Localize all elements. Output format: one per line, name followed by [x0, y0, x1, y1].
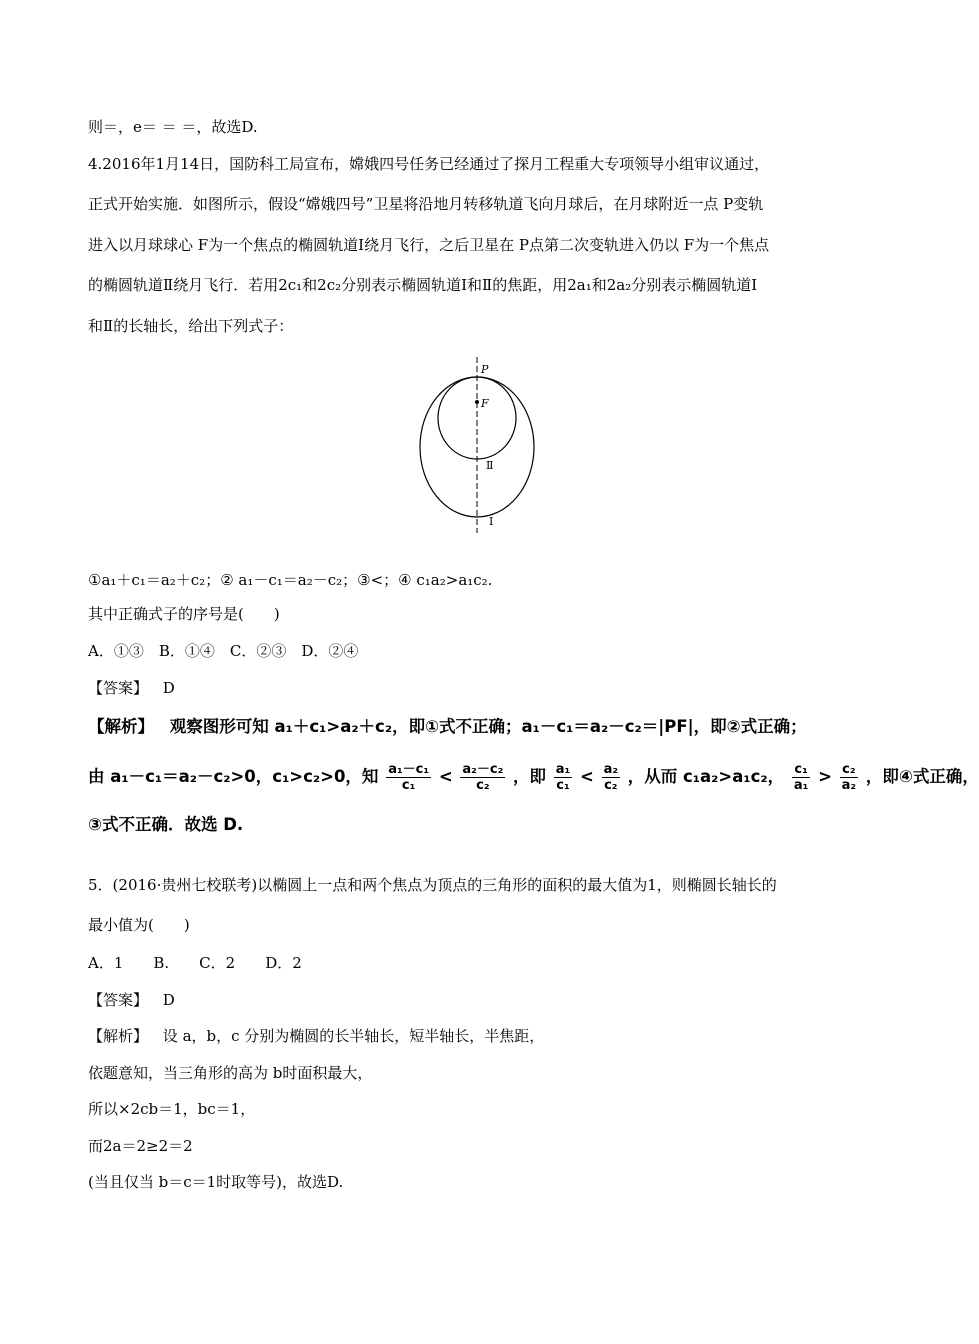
- fraction-4-den: c₂: [604, 778, 618, 793]
- fraction-4: [602, 762, 620, 793]
- fraction-2-num: a₂－c₂: [462, 762, 504, 777]
- analysis-ji: ，即: [513, 767, 547, 786]
- q4-answer: [88, 678, 878, 698]
- q3-conclusion: 则＝，e＝ ＝ ＝，故选D.: [88, 118, 258, 136]
- analysis-tail: ，即④式正确，: [865, 767, 979, 786]
- orbit-figure: [405, 355, 520, 535]
- analysis-text-a: 观察图形可知: [169, 717, 269, 736]
- fraction-6-den: a₂: [841, 778, 857, 793]
- fraction-1: [386, 762, 431, 793]
- analysis-l2-prefix: 由 a₁－c₁＝a₂－c₂>0，c₁>c₂>0，知: [88, 767, 379, 786]
- fraction-3-den: c₁: [556, 778, 570, 793]
- fraction-6-num: c₂: [840, 762, 858, 778]
- q5-analysis-line-3: 所以×2cb＝1，bc＝1，: [88, 1100, 256, 1118]
- fraction-3: [554, 762, 572, 793]
- label-f: F: [481, 397, 489, 410]
- q4-stem-line-2: 正式开始实施．如图所示，假设“嫦娥四号”卫星将沿地月转移轨道飞向月球后，在月球附近一点 P变轨: [88, 195, 764, 213]
- q5-stem-line-2: 最小值为( ): [88, 916, 190, 934]
- analysis-text: 设 a，b，c 分别为椭圆的长半轴长，短半轴长，半焦距，: [162, 1027, 545, 1045]
- analysis-mid: ，从而 c₁a₂>a₁c₂，: [627, 767, 785, 786]
- q5-analysis-line-1: [88, 1026, 878, 1046]
- answer-tag: 【答案】: [88, 991, 149, 1009]
- q4-analysis-line-2: [88, 757, 979, 797]
- q4-options: A．①③ B．①④ C．②③ D．②④: [88, 642, 359, 660]
- label-orbit-2: Ⅱ: [486, 459, 494, 472]
- greater-than: >: [818, 767, 832, 786]
- q4-stem-line-5: 和Ⅱ的长轴长，给出下列式子：: [88, 317, 294, 335]
- q4-stem-line-1: 4.2016年1月14日，国防科工局宣布，嫦娥四号任务已经通过了探月工程重大专项领导小组审议通过，: [88, 155, 770, 173]
- q4-analysis-line-3: ③式不正确．故选 D.: [88, 815, 244, 834]
- q5-analysis-line-2: 依题意知，当三角形的高为 b时面积最大，: [88, 1064, 373, 1082]
- q4-analysis-line-1: [88, 715, 878, 739]
- fraction-5: [792, 762, 810, 793]
- q5-analysis-line-4: 而2a＝2≥2＝2: [88, 1137, 193, 1155]
- less-than-2: <: [579, 767, 594, 786]
- analysis-tag: 【解析】: [88, 1027, 149, 1045]
- fraction-1-num: a₁－c₁: [388, 762, 430, 777]
- answer-tag: 【答案】: [88, 679, 149, 697]
- q5-stem-line-1: 5．(2016·贵州七校联考)以椭圆上一点和两个焦点为顶点的三角形的面积的最大值为1，则椭圆长轴长的: [88, 876, 777, 894]
- q4-question: 其中正确式子的序号是( ): [88, 605, 280, 623]
- q5-options: A．1 B. C．2 D．2: [88, 954, 302, 972]
- less-than: <: [438, 767, 453, 786]
- fraction-4-num: a₂: [603, 762, 619, 777]
- fraction-1-den: c₁: [401, 778, 416, 793]
- fraction-2-den: c₂: [476, 778, 490, 793]
- fraction-5-num: c₁: [792, 762, 810, 778]
- analysis-text-b: a₁＋c₁>a₂＋c₂，即①式不正确；a₁－c₁＝a₂－c₂＝|PF|，即②式正确；: [274, 717, 807, 736]
- answer-value: D: [162, 991, 175, 1009]
- q5-analysis-line-5: (当且仅当 b＝c＝1时取等号)，故选D.: [88, 1173, 344, 1191]
- q4-stem-line-3: 进入以月球球心 F为一个焦点的椭圆轨道Ⅰ绕月飞行，之后卫星在 P点第二次变轨进入仍以 F为一个焦点: [88, 236, 770, 254]
- fraction-6: [840, 762, 858, 793]
- q4-formulas: ①a₁＋c₁＝a₂＋c₂；② a₁－c₁＝a₂－c₂；③<；④ c₁a₂>a₁c₂.: [88, 571, 493, 589]
- q5-answer: [88, 990, 878, 1010]
- fraction-3-num: a₁: [555, 762, 571, 777]
- focus-point: [475, 400, 479, 404]
- label-orbit-1: Ⅰ: [489, 515, 494, 528]
- fraction-2: [460, 762, 505, 793]
- label-p: P: [481, 363, 489, 376]
- q4-stem-line-4: 的椭圆轨道Ⅱ绕月飞行．若用2c₁和2c₂分别表示椭圆轨道Ⅰ和Ⅱ的焦距，用2a₁和2a₂分别表示椭圆轨道Ⅰ: [88, 276, 758, 294]
- fraction-5-den: a₁: [793, 778, 809, 793]
- answer-value: D: [162, 679, 175, 697]
- analysis-tag: 【解析】: [88, 717, 154, 736]
